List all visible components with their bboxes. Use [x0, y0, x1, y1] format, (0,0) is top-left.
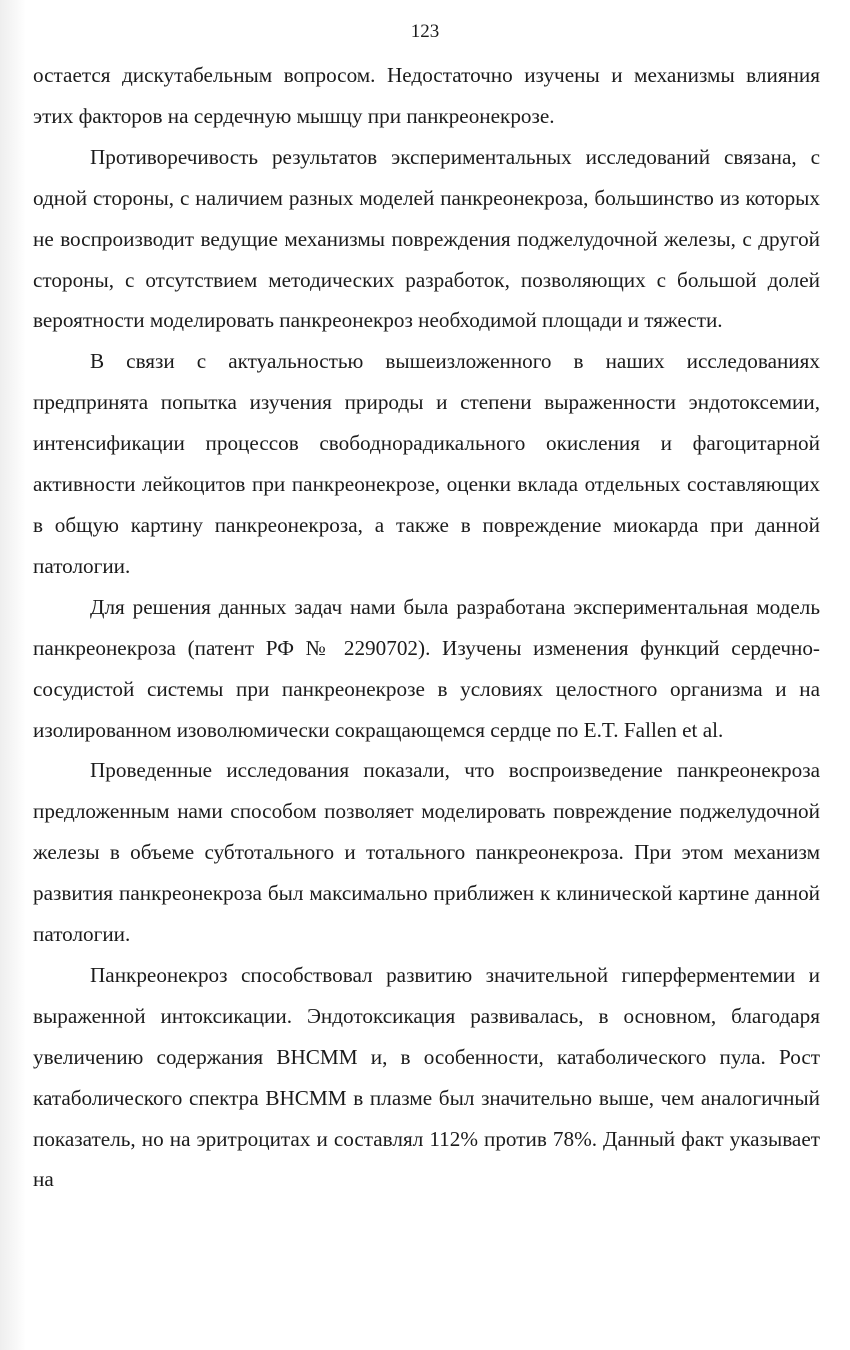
- paragraph: Для решения данных задач нами была разработана экспериментальная модель панкреонекроза (патент РФ № 2290702). Изучены изменения функций сердечно-сосудистой системы при панкреонекрозе в условиях целостного организма и на изолированном изоволюмически сокращающемся сердце по E.T. Fallen et al.: [33, 594, 820, 742]
- paragraph: Панкреонекроз способствовал развитию значительной гиперферментемии и выраженной интоксикации. Эндотоксикация развивалась, в основном, благодаря увеличению содержания ВНСММ и, в особенности, катаболического пула. Рост катаболического спектра ВНСММ в плазме был значительно выше, чем аналогичный показатель, но на эритроцитах и составлял 112% против 78%. Данный факт указывает на: [33, 962, 820, 1192]
- page-number: 123: [410, 21, 440, 42]
- paragraph: Противоречивость результатов экспериментальных исследований связана, с одной стороны, с наличием разных моделей панкреонекроза, большинство из которых не воспроизводит ведущие механизмы повреждения поджелудочной железы, с другой стороны, с отсутствием методических разработок, позволяющих с большой долей вероятности моделировать панкреонекроз необходимой площади и тяжести.: [33, 144, 820, 333]
- paragraph: Проведенные исследования показали, что воспроизведение панкреонекроза предложенным нами способом позволяет моделировать повреждение поджелудочной железы в объеме субтотального и тотального панкреонекроза. При этом механизм развития панкреонекроза был максимально приближен к клинической картине данной патологии.: [33, 758, 820, 947]
- body-text: [33, 55, 820, 1200]
- paragraph-continuation: остается дискутабельным вопросом. Недостаточно изучены и механизмы влияния этих факторов на сердечную мышцу при панкреонекрозе.: [33, 63, 820, 128]
- paragraph: В связи с актуальностью вышеизложенного в наших исследованиях предпринята попытка изучения природы и степени выраженности эндотоксемии, интенсификации процессов свободнорадикального окисления и фагоцитарной активности лейкоцитов при панкреонекрозе, оценки вклада отдельных составляющих в общую картину панкреонекроза, а также в повреждение миокарда при данной патологии.: [33, 349, 820, 578]
